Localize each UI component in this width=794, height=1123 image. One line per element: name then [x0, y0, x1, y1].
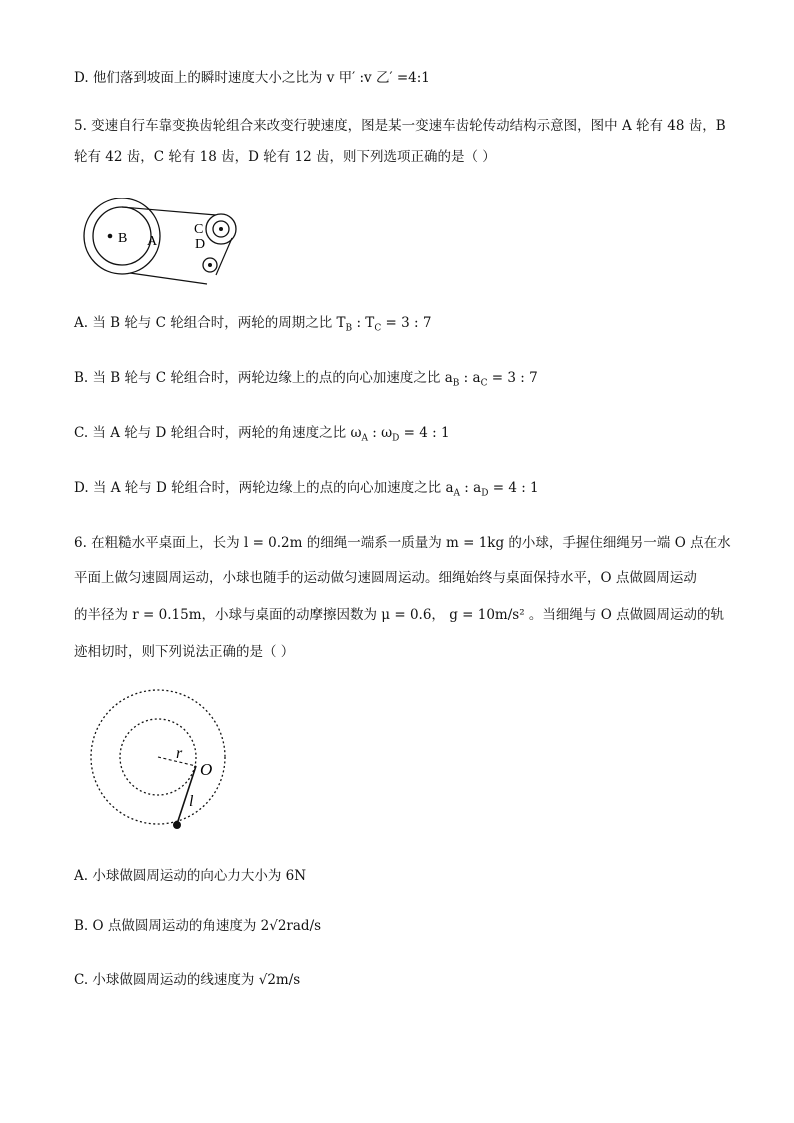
sub: B — [345, 323, 353, 334]
label-b: B — [118, 231, 128, 246]
label-c: C — [194, 222, 204, 237]
q6-stem-line-3: 的半径为 r = 0.15m，小球与桌面的动摩擦因数为 μ = 0.6， g = 10m/s² 。当细绳与 O 点做圆周运动的轨 — [74, 607, 725, 623]
label-d: D — [195, 237, 206, 252]
label-l: l — [189, 793, 194, 810]
q6-option-a: A. 小球做圆周运动的向心力大小为 6N — [74, 868, 307, 884]
q6-circle-figure — [86, 684, 246, 834]
sub: C — [480, 378, 488, 389]
wheel-cd-center — [219, 227, 223, 231]
sub: C — [374, 323, 382, 334]
sub: D — [481, 488, 489, 499]
sub: D — [392, 433, 400, 444]
mid: : a — [459, 370, 481, 386]
q5-option-d-text: D. 当 A 轮与 D 轮组合时，两轮边缘上的点的向心加速度之比 a — [74, 480, 454, 496]
q6-stem-line-4: 迹相切时，则下列说法正确的是（ ） — [74, 644, 295, 660]
label-a: A — [147, 234, 158, 249]
q5-option-a-text: A. 当 B 轮与 C 轮组合时，两轮的周期之比 T — [74, 315, 346, 331]
q5-option-c — [74, 421, 450, 444]
sub: B — [452, 378, 460, 389]
mid: : T — [352, 315, 375, 331]
q5-stem-line-2: 轮有 42 齿，C 轮有 18 齿，D 轮有 12 齿，则下列选项正确的是（ ） — [74, 149, 496, 165]
q5-stem-line-1: 5. 变速自行车靠变换齿轮组合来改变行驶速度，图是某一变速车齿轮传动结构示意图，图中 A 轮有 48 齿，B — [74, 118, 726, 134]
tension-pulley-center — [208, 263, 212, 267]
tail: = 3 : 7 — [381, 315, 432, 331]
q4-option-d: D. 他们落到坡面上的瞬时速度大小之比为 v 甲′ :v 乙′ =4:1 — [74, 70, 430, 86]
mid: : ω — [367, 425, 393, 441]
sub: A — [453, 488, 461, 499]
label-r: r — [176, 745, 183, 762]
sub: A — [361, 433, 368, 444]
tail: = 3 : 7 — [487, 370, 538, 386]
wheel-ab-center — [108, 234, 113, 239]
mid: : a — [460, 480, 482, 496]
ball — [173, 821, 181, 829]
label-o: O — [200, 760, 213, 779]
q6-option-b: B. O 点做圆周运动的角速度为 2√2rad/s — [74, 918, 322, 934]
q5-option-b-text: B. 当 B 轮与 C 轮组合时，两轮边缘上的点的向心加速度之比 a — [74, 370, 453, 386]
q6-stem-line-2: 平面上做匀速圆周运动，小球也随手的运动做匀速圆周运动。细绳始终与桌面保持水平，O 点做圆周运动 — [74, 570, 697, 586]
q5-option-b — [74, 366, 538, 389]
q5-option-a — [74, 311, 431, 334]
tail: = 4 : 1 — [399, 425, 450, 441]
q5-option-c-text: C. 当 A 轮与 D 轮组合时，两轮的角速度之比 ω — [74, 425, 362, 441]
tail: = 4 : 1 — [488, 480, 539, 496]
q5-option-d — [74, 476, 539, 499]
chain-bottom — [130, 273, 207, 284]
q6-stem-line-1: 6. 在粗糙水平桌面上，长为 l = 0.2m 的细绳一端系一质量为 m = 1kg 的小球，手握住细绳另一端 O 点在水 — [74, 535, 731, 551]
q5-gear-figure — [66, 198, 256, 298]
q6-option-c: C. 小球做圆周运动的线速度为 √2m/s — [74, 972, 301, 988]
